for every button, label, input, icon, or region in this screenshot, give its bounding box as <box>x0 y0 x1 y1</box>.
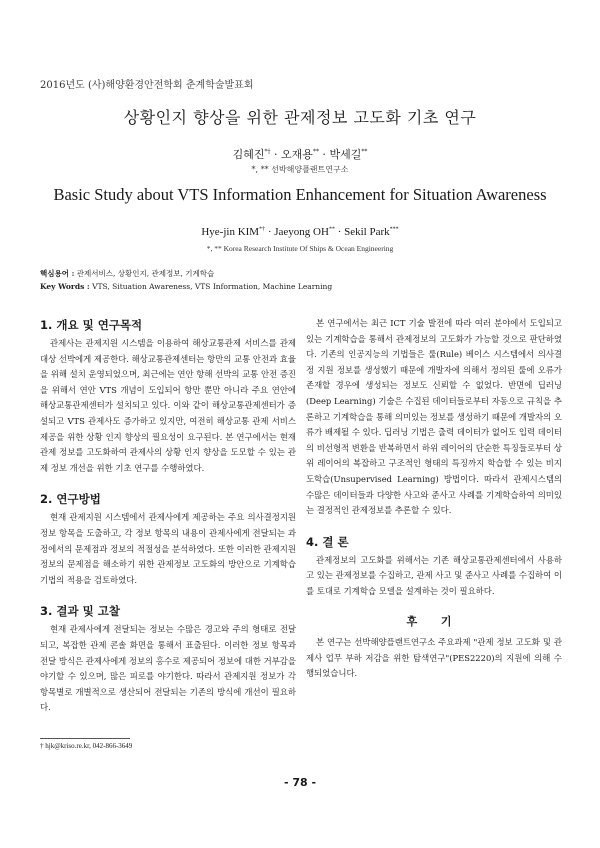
footnote-divider <box>40 738 130 739</box>
conference-header: 2016년도 (사)해양환경안전학회 춘계학술발표회 <box>40 80 254 91</box>
keywords-english <box>40 282 332 291</box>
author-3-name: 박세길 <box>329 148 362 161</box>
author-3-mark-en: *** <box>389 226 399 233</box>
right-column <box>306 316 562 682</box>
authors-english <box>0 226 600 238</box>
author-1-mark: *† <box>264 148 271 156</box>
author-1-name: 김혜진 <box>232 148 265 161</box>
keywords-english-label: Key Words : <box>40 282 90 291</box>
keywords-korean-label: 핵심용어 : <box>40 269 75 278</box>
author-separator: · <box>318 148 330 161</box>
author-2-mark-en: ** <box>328 226 335 233</box>
acknowledgement-paragraph: 본 연구는 선박해양플랜트연구소 주요과제 "관제 정보 고도화 및 관제사 업무 부하 저감을 위한 탐색연구"(PES2220)의 지원에 의해 수행되었습니다. <box>306 637 562 679</box>
author-1-name-en: Hye-jin KIM <box>201 226 260 238</box>
keywords-korean <box>40 268 214 279</box>
section-2-heading: 2. 연구방법 <box>40 492 101 507</box>
author-1-mark-en: *† <box>259 226 266 233</box>
section-4-heading: 4. 결 론 <box>306 534 349 549</box>
author-separator: · <box>265 226 275 238</box>
section-4-paragraph: 관제정보의 고도화를 위해서는 기존 해상교통관제센터에서 사용하고 있는 관제정보를 수집하고, 관제 사고 및 준사고 사례를 수집하여 이를 토대로 기계학습 모델을 설계하는 것이 필요하다. <box>306 554 562 596</box>
author-3-name-en: Sekil Park <box>344 226 390 238</box>
page-number: - 78 - <box>283 776 317 789</box>
left-column <box>40 316 296 716</box>
affiliation-english: *, ** Korea Research Institute Of Ships & Ocean Engineering <box>206 244 394 253</box>
author-3-mark: ** <box>361 148 368 156</box>
author-2-name: 오재용 <box>281 148 313 161</box>
section-3-paragraph: 현재 관제사에게 전달되는 정보는 수많은 경고와 주의 형태로 전달되고, 복잡한 관제 콘솔 화면을 통해서 표출된다. 이러한 정보 항목과 전달 방식은 관제사에게 정보의 홍수로 제공되어 정보에 대한 거부감을 야기할 수 있으며, 많은 피로를 야기한다. 따라서 관제지원 정보가 각 항목별로 개별적으로 생산되어 전달되는 기존의 방식에 개선이 필요하다. <box>40 624 296 713</box>
acknowledgement-heading: 후 기 <box>406 614 462 628</box>
author-2-mark: ** <box>312 148 319 156</box>
section-1-paragraph: 관제사는 관제지원 시스템을 이용하여 해상교통관제 서비스를 관제 대상 선박에게 제공한다. 해상교통관제센터는 항만의 교통 안전과 효율을 위해 설치 운영되었으며, 최근에는 연안 항해 선박의 교통 안전 증진을 위해서 연안 VTS 개념이 도입되어 항만 뿐만 아니라 주요 연안에 해상교통관제센터가 설치되고 있다. 이와 같이 해상교통관제센터가 증설되고 VTS 관제사도 증가하고 있지만, 여전히 해상교통 관제 서비스 제공을 위한 상황 인지 향상의 필요성이 요구된다. 본 연구에서는 현재 관제 정보를 고도화하여 관제사의 상황 인지 향상을 도모할 수 있는 관제 정보 개선을 위한 기초 연구를 수행하였다. <box>40 338 296 473</box>
corresponding-author-footnote: † hjk@kriso.re.kr, 042-866-3649 <box>40 742 133 750</box>
section-3-heading: 3. 결과 및 고찰 <box>40 604 120 619</box>
affiliation-korean: *, ** 선박해양플랜트연구소 <box>251 165 349 174</box>
section-2-paragraph: 현재 관제지원 시스템에서 관제사에게 제공하는 주요 의사결정지원 정보 항목을 도출하고, 각 정보 항목의 내용이 관제사에게 전달되는 과정에서의 문제점과 정보의 적절성을 분석하였다. 또한 이러한 관제지원 정보의 문제점을 해소하기 위한 관제정보 고도화의 방안으로 기계학습 기법의 적용을 검토하였다. <box>40 512 296 585</box>
keywords-korean-text: 관제서비스, 상황인지, 관제정보, 기계학습 <box>74 269 215 278</box>
section-3-continued-paragraph: 본 연구에서는 최근 ICT 기술 발전에 따라 여러 분야에서 도입되고 있는 기계학습을 통해서 관제정보의 고도화가 가능할 것으로 판단하였다. 기존의 인공지능의 기법들은 룰(Rule) 베이스 시스템에서 의사결정 지원 정보를 생성했기 때문에 개발자에 의해서 정의된 룰에 오류가 존재할 경우에 생성되는 정보도 신뢰할 수 없었다. 반면에 딥러닝(Deep Learning) 기술은 수집된 데이터들로부터 자동으로 규칙을 추론하고 기계학습을 통해 의미있는 정보를 생성하기 때문에 개발자의 오류가 배제될 수 있다. 딥러닝 기법은 출력 데이터가 없어도 입력 데이터의 비선형적 변환을 반복하면서 하위 레이어의 단순한 특징들로부터 상위 레이어의 복잡하고 구조적인 형태의 특징까지 학습할 수 있는 비지도학습(Unsupervised Learning) 방법이다. 따라서 관제시스템의 수많은 데이터들과 다양한 사고와 준사고 사례를 기계학습하여 의미있는 결정적인 관제정보를 추론할 수 있다. <box>306 318 562 516</box>
paper-title-english: Basic Study about VTS Information Enhancement for Situation Awareness <box>53 185 547 204</box>
author-2-name-en: Jaeyong OH <box>274 226 329 238</box>
section-1-heading: 1. 개요 및 연구목적 <box>40 318 143 332</box>
author-separator: · <box>334 226 345 238</box>
authors-korean <box>0 146 600 162</box>
keywords-english-text: VTS, Situation Awareness, VTS Information, Machine Learning <box>89 282 333 291</box>
author-separator: · <box>270 148 282 161</box>
paper-title-korean: 상황인지 향상을 위한 관제정보 고도화 기초 연구 <box>123 108 477 127</box>
